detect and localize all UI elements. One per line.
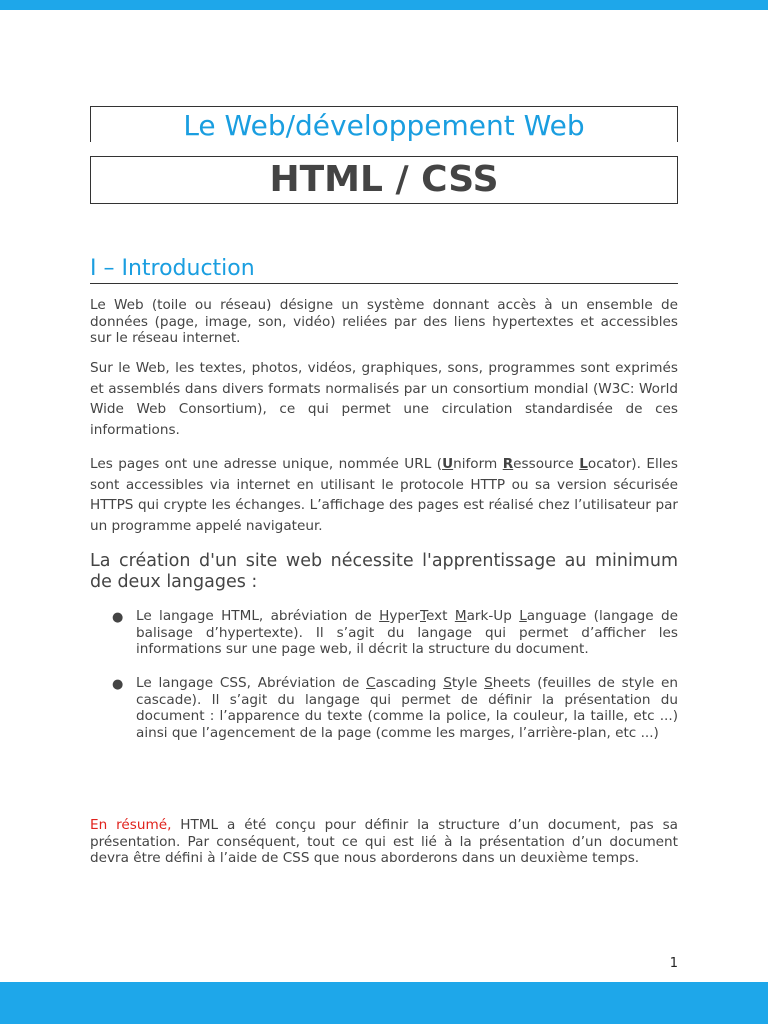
url-letter-r: R [502,456,514,472]
item-html-letter-t: T [419,608,426,624]
item-html-text-c: ext [425,608,455,624]
url-letter-u: U [442,456,454,472]
subheading-languages: La création d'un site web nécessite l'apprentissage au minimum de deux langages : [90,551,678,592]
item-css-letter-c: C [366,675,376,691]
title-box [90,106,678,142]
paragraph-url [90,454,678,537]
item-html-text-d: ark-Up [466,608,520,624]
paragraph-web-definition: Le Web (toile ou réseau) désigne un système donnant accès à un ensemble de données (page, image, son, vidéo) reliées par des liens hypertextes et accessibles sur le réseau internet. [90,297,678,347]
summary-text: HTML a été conçu pour définir la structure d’un document, pas sa présentation. Par conséquent, tout ce qui est lié à la présentation d’un document devra être défini à l’aide de CSS que nous aborderons dans un deuxième temps. [90,817,678,867]
item-css-text-b: ascading [375,675,444,691]
document-subtitle: HTML / CSS [269,159,499,200]
item-css-letter-s2: S [484,675,493,691]
item-html-letter-h: H [379,608,390,624]
summary-lead: En résumé, [90,817,172,833]
item-html-text-a: Le langage HTML, abréviation de [136,608,380,624]
item-html-letter-l: L [519,608,527,624]
subtitle-box [90,156,678,204]
top-accent-bar [0,0,768,10]
url-text-essource: essource [513,456,580,472]
url-text-before: Les pages ont une adresse unique, nommée URL ( [90,456,443,472]
section-heading: I – Introduction [90,256,678,284]
item-css-text-a: Le langage CSS, Abréviation de [136,675,367,691]
item-css-text-c: tyle [451,675,485,691]
bullet-icon: ● [112,677,124,692]
document-title: Le Web/développement Web [183,109,585,142]
item-html-text-e: anguage (langage de balisage d’hypertexte). Il s’agit du langage qui permet d’afficher les informations sur une page web, il décrit la structure du document. [136,608,678,658]
list-item-html [136,608,678,658]
list-item-css [136,675,678,742]
bullet-icon: ● [112,610,124,625]
page-number: 1 [669,956,678,971]
paragraph-summary [90,817,678,867]
url-letter-l: L [579,456,588,472]
url-text-niform: niform [453,456,503,472]
item-html-text-b: yper [389,608,420,624]
bottom-accent-bar [0,982,768,1024]
item-css-letter-s1: S [443,675,452,691]
url-text-after: ocator). Elles sont accessibles via internet en utilisant le protocole HTTP ou sa version sécurisée HTTPS qui crypte les échanges. L’affichage des pages est réalisé chez l’utilisateur par un programme appelé navigateur. [90,456,678,535]
item-css-text-d: heets (feuilles de style en cascade). Il s’agit du langage qui permet de définir la présentation du document : l’apparence du texte (comme la police, la couleur, la taille, etc ...) ainsi que l’agencement de la page (comme les marges, l’arrière-plan, etc ...) [136,675,679,742]
paragraph-w3c: Sur le Web, les textes, photos, vidéos, graphiques, sons, programmes sont exprimés et assemblés dans divers formats normalisés par un consortium mondial (W3C: World Wide Web Consortium), ce qui permet une circulation standardisée de ces informations. [90,360,678,439]
item-html-letter-m: M [454,608,467,624]
